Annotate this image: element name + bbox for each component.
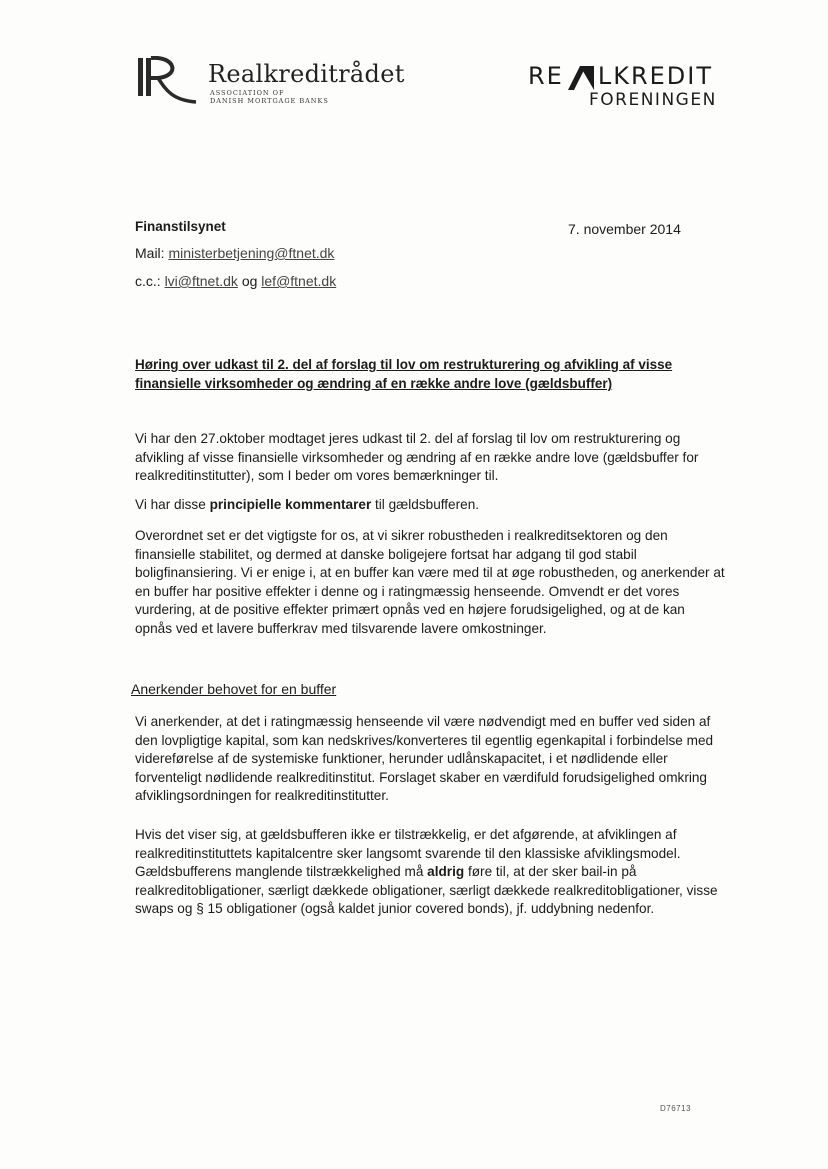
logo-subtitle-line1: ASSOCIATION OF [210,89,285,97]
p2-start: Vi har disse [135,497,210,512]
cc-joiner: og [241,273,258,289]
p2-end: til gældsbufferen. [371,497,480,512]
letter-date: 7. november 2014 [568,221,681,237]
paragraph-acknowledge: Vi anerkender, at det i ratingmæssig henseende vil være nødvendigt med en buffer ved siden af den lovpligtige kapital, som kan nedskrives/konverteres til egentlig egenkapital i forbindelse med videreførelse af de systemiske funktioner, herunder udlånskapacitet, i et nødlidende eller forventeligt nødlidende realkreditinstitut. Forslaget skaber en værdifuld forudsigelighed omkring afviklingsordningen for realkreditinstitutter. [135,714,714,803]
p5-end: føre til, at der sker bail-in på realkreditobligationer, særligt dækkede obligationer, særligt dækkede realkreditobligationer, visse swaps og § 15 obligationer (også kaldet junior covered bonds), jf. uddybning nedenfor. [135,864,718,916]
cc-address-link-1[interactable]: lvi@ftnet.dk [164,273,238,289]
document-id: D76713 [660,1104,692,1113]
logo-org-name: Realkreditrådet [208,60,405,88]
recipient: Finanstilsynet [135,219,226,234]
cc-address-link-2[interactable]: lef@ftnet.dk [261,273,337,289]
paragraph-overall: Overordnet set er det vigtigste for os, at vi sikrer robustheden i realkreditsektoren og den finansielle stabilitet, og dermed at danske boligejere fortsat har adgang til god stabil boligfinansiering. Vi er enige i, at en buffer kan være med til at øge robustheden, og anerkender at en buffer har positive effekter i denne og i ratingmæssig henseende. Omvendt er det vores vurdering, at de positive effekter primært opnås ved en højere forudsigelighed, og at de kan opnås ved et lavere bufferkrav med tilsvarende lavere omkostninger. [135,528,725,636]
mail-label: Mail: [135,245,165,261]
logo-line1 [528,64,713,90]
logo-subtitle-line2: DANISH MORTGAGE BANKS [210,97,329,105]
logo-line2: FORENINGEN [589,90,717,110]
logo-line1-start: RE [528,62,564,90]
logo-a-mark-icon [566,66,596,90]
paragraph-insufficiency [135,826,725,919]
letter-subject: Høring over udkast til 2. del af forslag til lov om restrukturering og afvikling af visse finansielle virksomheder og ændring af en række andre love (gældsbuffer) [135,357,673,391]
mail-line [135,245,334,261]
paragraph-comments [135,496,725,515]
p5-bold: aldrig [427,864,465,879]
p5-start: Hvis det viser sig, at gældsbufferen ikke er tilstrækkelig, er det afgørende, at afviklingen af realkreditinstituttets kapitalcentre sker langsomt svarende til den klassiske afviklingsmodel. Gældsbufferens manglende tilstrækkelighed må [135,827,681,879]
rr-monogram-logo [136,56,200,110]
mail-address-link[interactable]: ministerbetjening@ftnet.dk [168,245,335,261]
realkreditforeningen-logo [528,64,738,114]
realkreditraadet-logo [136,56,405,110]
cc-line [135,273,336,289]
cc-label: c.c.: [135,273,161,289]
logo-line1-end: LKREDIT [597,62,714,90]
logo-org-subtitle [210,89,329,105]
p2-bold: principielle kommentarer [209,497,372,512]
section-heading: Anerkender behovet for en buffer [131,681,337,697]
paragraph-intro: Vi har den 27.oktober modtaget jeres udkast til 2. del af forslag til lov om restrukturering og afvikling af visse finansielle virksomheder og ændring af en række andre love (gældsbuffer for realkreditinstitutter), som I beder om vores bemærkninger til. [135,431,699,483]
